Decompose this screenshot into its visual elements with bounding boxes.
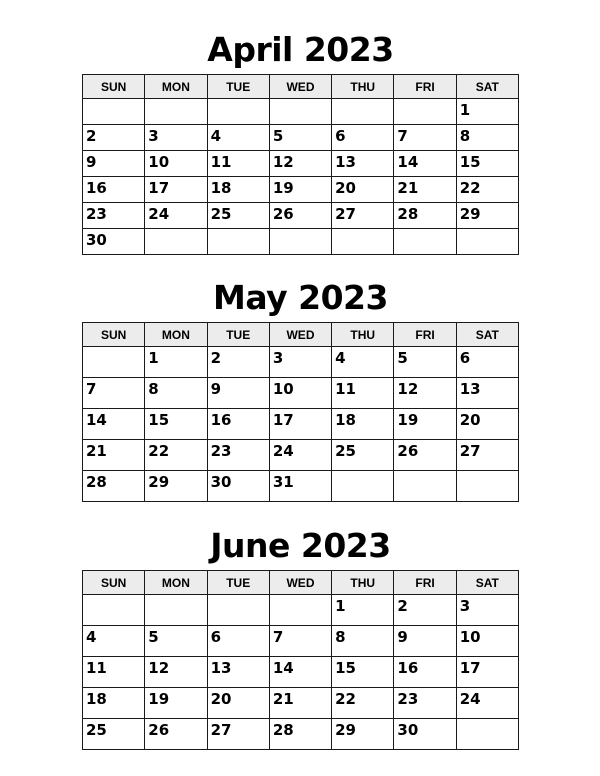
day-cell: 6	[456, 347, 518, 378]
weekday-header: MON	[145, 571, 207, 595]
day-cell	[83, 99, 145, 125]
weekday-header: MON	[145, 323, 207, 347]
day-cell: 27	[456, 440, 518, 471]
day-cell: 4	[83, 626, 145, 657]
day-cell: 29	[145, 471, 207, 502]
weekday-header: TUE	[207, 571, 269, 595]
day-cell: 24	[145, 203, 207, 229]
weekday-header: TUE	[207, 323, 269, 347]
weekday-header: SAT	[456, 323, 518, 347]
month-title: June 2023	[210, 526, 391, 565]
day-cell: 18	[83, 688, 145, 719]
day-cell: 7	[394, 125, 456, 151]
day-cell: 30	[394, 719, 456, 750]
day-cell: 25	[332, 440, 394, 471]
day-cell: 14	[269, 657, 331, 688]
day-cell: 26	[269, 203, 331, 229]
day-cell: 16	[394, 657, 456, 688]
day-cell: 27	[207, 719, 269, 750]
week-row	[83, 151, 519, 177]
day-cell	[394, 229, 456, 255]
day-cell: 9	[394, 626, 456, 657]
weekday-header: THU	[332, 323, 394, 347]
weekday-header: WED	[269, 571, 331, 595]
day-cell: 2	[394, 595, 456, 626]
week-row	[83, 378, 519, 409]
day-cell	[456, 471, 518, 502]
day-cell: 1	[332, 595, 394, 626]
day-cell: 22	[145, 440, 207, 471]
weekday-header: THU	[332, 75, 394, 99]
weekday-header: TUE	[207, 75, 269, 99]
day-cell: 23	[207, 440, 269, 471]
day-cell: 22	[456, 177, 518, 203]
day-cell: 16	[83, 177, 145, 203]
week-row	[83, 440, 519, 471]
day-cell: 12	[269, 151, 331, 177]
week-row	[83, 657, 519, 688]
day-cell: 14	[394, 151, 456, 177]
week-row	[83, 177, 519, 203]
weekday-header: FRI	[394, 323, 456, 347]
weekday-header: SUN	[83, 75, 145, 99]
day-cell: 21	[394, 177, 456, 203]
day-cell: 1	[456, 99, 518, 125]
weekday-header: SUN	[83, 571, 145, 595]
day-cell	[207, 595, 269, 626]
weekday-header: SAT	[456, 571, 518, 595]
day-cell: 18	[207, 177, 269, 203]
day-cell: 16	[207, 409, 269, 440]
day-cell	[456, 719, 518, 750]
day-cell: 10	[269, 378, 331, 409]
week-row	[83, 347, 519, 378]
day-cell: 14	[83, 409, 145, 440]
day-cell	[145, 99, 207, 125]
week-row	[83, 626, 519, 657]
day-cell	[269, 229, 331, 255]
day-cell	[394, 99, 456, 125]
day-cell	[269, 595, 331, 626]
day-cell: 10	[456, 626, 518, 657]
day-cell	[456, 229, 518, 255]
day-cell: 21	[83, 440, 145, 471]
day-cell: 8	[456, 125, 518, 151]
day-cell: 3	[269, 347, 331, 378]
day-cell: 12	[394, 378, 456, 409]
day-cell: 4	[207, 125, 269, 151]
week-row	[83, 471, 519, 502]
day-cell: 3	[145, 125, 207, 151]
weekday-header: MON	[145, 75, 207, 99]
day-cell: 24	[456, 688, 518, 719]
day-cell: 29	[456, 203, 518, 229]
day-cell: 6	[332, 125, 394, 151]
day-cell: 4	[332, 347, 394, 378]
day-cell: 18	[332, 409, 394, 440]
day-cell: 15	[145, 409, 207, 440]
day-cell: 23	[83, 203, 145, 229]
day-cell: 15	[456, 151, 518, 177]
day-cell: 11	[83, 657, 145, 688]
weekday-header: SUN	[83, 323, 145, 347]
day-cell: 5	[269, 125, 331, 151]
month-title: April 2023	[207, 30, 394, 69]
day-cell	[332, 99, 394, 125]
week-row	[83, 99, 519, 125]
day-cell	[269, 99, 331, 125]
weekday-header-row	[83, 75, 519, 99]
day-cell: 25	[83, 719, 145, 750]
day-cell: 6	[207, 626, 269, 657]
day-cell: 28	[394, 203, 456, 229]
calendar-grid	[82, 74, 519, 255]
weekday-header: SAT	[456, 75, 518, 99]
calendar-grid	[82, 570, 519, 750]
day-cell: 27	[332, 203, 394, 229]
weekday-header: FRI	[394, 571, 456, 595]
day-cell: 5	[394, 347, 456, 378]
day-cell	[332, 471, 394, 502]
day-cell: 1	[145, 347, 207, 378]
week-row	[83, 688, 519, 719]
day-cell: 20	[332, 177, 394, 203]
day-cell: 15	[332, 657, 394, 688]
day-cell: 28	[269, 719, 331, 750]
day-cell: 5	[145, 626, 207, 657]
day-cell: 21	[269, 688, 331, 719]
day-cell: 13	[456, 378, 518, 409]
day-cell: 13	[332, 151, 394, 177]
day-cell: 7	[269, 626, 331, 657]
day-cell: 12	[145, 657, 207, 688]
day-cell	[332, 229, 394, 255]
calendar-grid	[82, 322, 519, 502]
day-cell	[145, 595, 207, 626]
day-cell: 20	[207, 688, 269, 719]
day-cell: 11	[207, 151, 269, 177]
day-cell: 17	[456, 657, 518, 688]
day-cell: 19	[394, 409, 456, 440]
day-cell	[207, 229, 269, 255]
day-cell: 26	[145, 719, 207, 750]
day-cell: 20	[456, 409, 518, 440]
weekday-header-row	[83, 323, 519, 347]
weekday-header: THU	[332, 571, 394, 595]
week-row	[83, 719, 519, 750]
day-cell: 8	[332, 626, 394, 657]
day-cell: 7	[83, 378, 145, 409]
day-cell	[83, 347, 145, 378]
day-cell: 23	[394, 688, 456, 719]
day-cell: 9	[83, 151, 145, 177]
day-cell: 3	[456, 595, 518, 626]
week-row	[83, 595, 519, 626]
month-title: May 2023	[213, 278, 388, 317]
day-cell: 17	[145, 177, 207, 203]
day-cell	[394, 471, 456, 502]
day-cell: 9	[207, 378, 269, 409]
weekday-header: WED	[269, 323, 331, 347]
day-cell: 25	[207, 203, 269, 229]
day-cell: 19	[145, 688, 207, 719]
day-cell: 13	[207, 657, 269, 688]
week-row	[83, 125, 519, 151]
day-cell: 19	[269, 177, 331, 203]
day-cell: 17	[269, 409, 331, 440]
day-cell	[145, 229, 207, 255]
day-cell: 30	[207, 471, 269, 502]
day-cell	[83, 595, 145, 626]
day-cell: 22	[332, 688, 394, 719]
day-cell: 30	[83, 229, 145, 255]
day-cell: 24	[269, 440, 331, 471]
day-cell: 2	[83, 125, 145, 151]
day-cell: 28	[83, 471, 145, 502]
day-cell: 29	[332, 719, 394, 750]
day-cell: 26	[394, 440, 456, 471]
day-cell	[207, 99, 269, 125]
week-row	[83, 409, 519, 440]
day-cell: 10	[145, 151, 207, 177]
week-row	[83, 203, 519, 229]
week-row	[83, 229, 519, 255]
weekday-header: FRI	[394, 75, 456, 99]
weekday-header: WED	[269, 75, 331, 99]
weekday-header-row	[83, 571, 519, 595]
day-cell: 8	[145, 378, 207, 409]
day-cell: 2	[207, 347, 269, 378]
day-cell: 11	[332, 378, 394, 409]
day-cell: 31	[269, 471, 331, 502]
